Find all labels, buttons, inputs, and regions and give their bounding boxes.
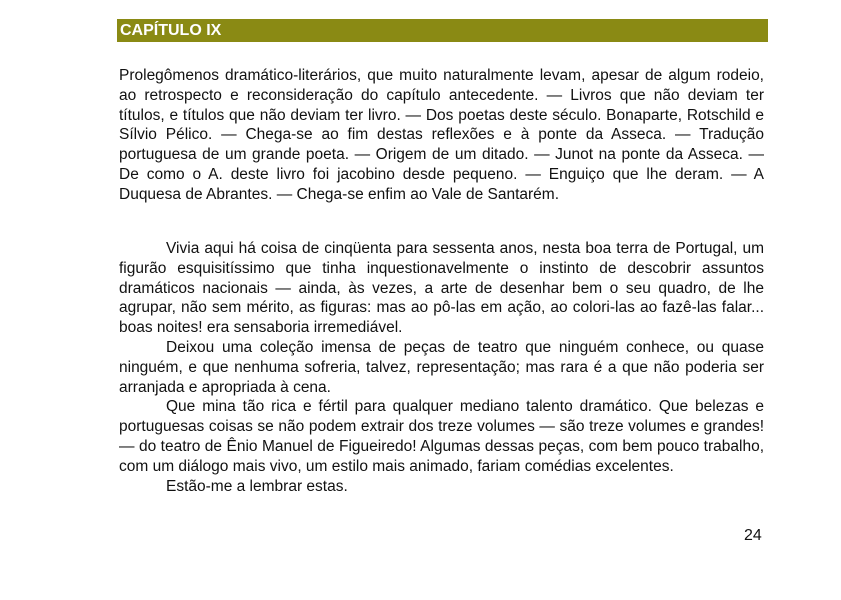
page-number: 24 — [744, 527, 762, 544]
chapter-summary — [119, 66, 764, 205]
body-paragraph: Estão-me a lembrar estas. — [166, 477, 348, 495]
summary-paragraph: Prolegômenos dramático-literários, que muito naturalmente levam, apesar de algum rodeio, ao retrospecto e reconsideração do capítulo antecedente. — Livros que não deviam ter títulos, e títulos que não deviam ter livro. — Dos poetas deste século. Bonaparte, Rotschild e Sílvio Pélico. — Chega-se ao fim destas reflexões e à ponte da Asseca. — Tradução portuguesa de um grande poeta. — Origem de um ditado. — Junot na ponte da Asseca. — De como o A. deste livro foi jacobino desde pequeno. — Enguiço que lhe deram. — A Duquesa de Abrantes. — Chega-se enfim ao Vale de Santarém. — [119, 67, 764, 203]
chapter-body — [119, 239, 764, 496]
body-paragraph: Deixou uma coleção imensa de peças de teatro que ninguém conhece, ou quase ninguém, e que nenhuma sofreria, talvez, representação; mas rara é a que não poderia ser arranjada e apropriada à cena. — [119, 338, 764, 396]
chapter-heading: CAPÍTULO IX — [117, 19, 768, 42]
body-paragraph: Que mina tão rica e fértil para qualquer mediano talento dramático. Que belezas e portuguesas coisas se não podem extrair dos treze volumes — são treze volumes e grandes! — do teatro de Ênio Manuel de Figueiredo! Algumas dessas peças, com bem pouco trabalho, com um diálogo mais vivo, um estilo mais animado, fariam comédias excelentes. — [119, 398, 764, 475]
body-paragraph: Vivia aqui há coisa de cinqüenta para sessenta anos, nesta boa terra de Portugal, um figurão esquisitíssimo que tinha inquestionavelmente o instinto de descobrir assuntos dramáticos nacionais — ainda, às vezes, a arte de desenhar bem o seu quadro, de lhe agrupar, não sem mérito, as figuras: mas ao pô-las em ação, ao colori-las ao fazê-las falar... boas noites! era sensaboria irremediável. — [119, 240, 764, 337]
